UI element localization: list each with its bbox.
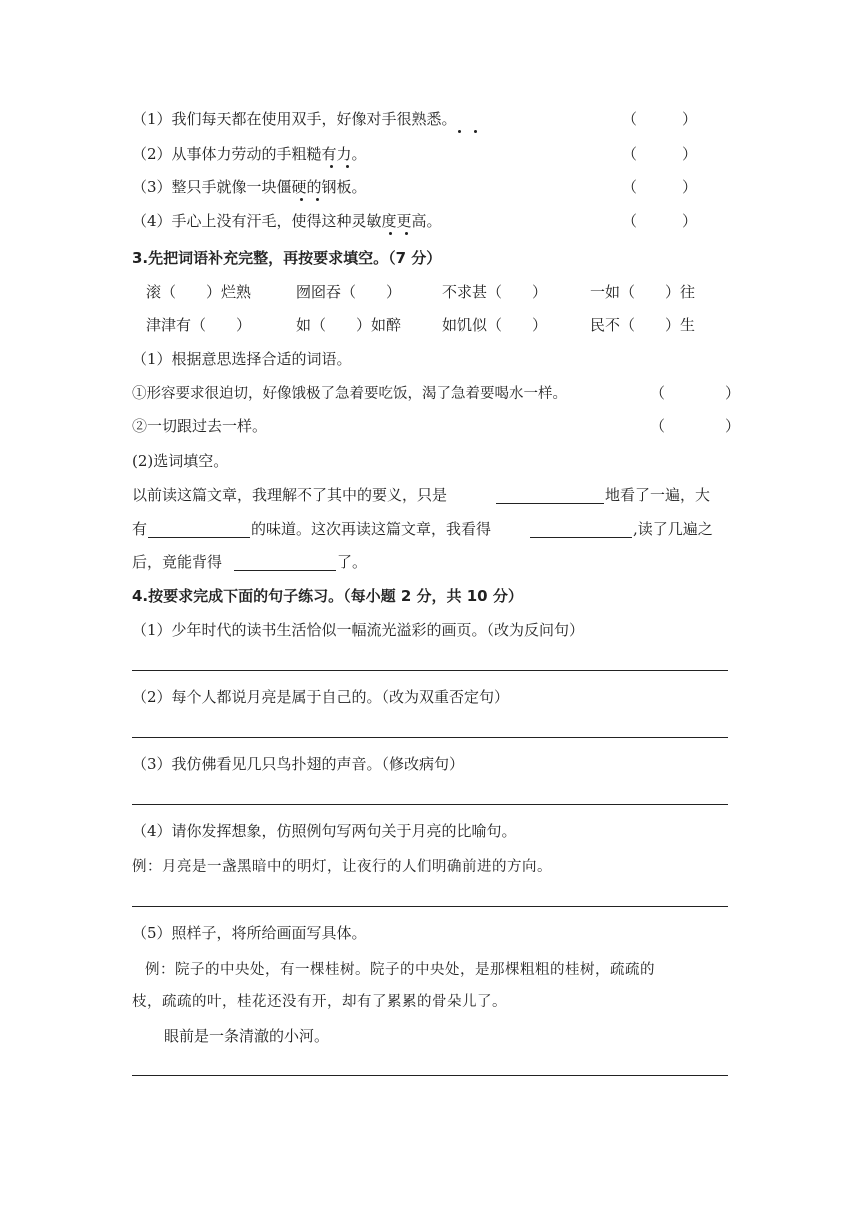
q4-sentence-1: （1）少年时代的读书生活恰似一幅流光溢彩的画页。（改为反问句） [132, 621, 585, 639]
q3-word-3[interactable]: 不求甚（ ） [442, 283, 548, 301]
q4-example-4: 例：月亮是一盏黑暗中的明灯，让夜行的人们明确前进的方向。 [132, 859, 552, 875]
fill-line-2c: ,读了几遍之 [633, 520, 713, 538]
answer-line-4[interactable] [132, 906, 728, 907]
q2-item-2: （2）从事体力劳动的手粗糙有力。 [132, 145, 367, 163]
q3-option-2-paren[interactable]: （ ） [650, 417, 741, 435]
emphasis-dot [346, 165, 349, 168]
q2-answer-paren-4[interactable]: （ ） [622, 212, 698, 230]
emphasis-dot [474, 130, 477, 133]
emphasis-dot [389, 232, 392, 235]
q3-option-1-paren[interactable]: （ ） [650, 384, 741, 402]
blank-1[interactable] [496, 503, 604, 504]
answer-line-2[interactable] [132, 737, 728, 738]
emphasis-dot [300, 198, 303, 201]
q3-sub1: （1）根据意思选择合适的词语。 [132, 350, 352, 368]
q4-sentence-5: （5）照样子，将所给画面写具体。 [132, 924, 367, 942]
fill-line-2b: 的味道。这次再读这篇文章，我看得 [251, 520, 492, 538]
fill-line-3a: 后，竟能背得 [132, 553, 223, 571]
q2-item-1: （1）我们每天都在使用双手，好像对手很熟悉。 [132, 110, 457, 128]
blank-4[interactable] [234, 570, 336, 571]
q3-title: 3.先把词语补充完整，再按要求填空。（7 分） [132, 249, 442, 267]
answer-line-5[interactable] [132, 1075, 728, 1076]
q3-word-6[interactable]: 如（ ）如醉 [296, 316, 402, 334]
fill-line-1b: 地看了一遍，大 [605, 486, 711, 504]
emphasis-dot [405, 232, 408, 235]
fill-line-3b: 了。 [337, 553, 368, 571]
fill-line-1a: 以前读这篇文章，我理解不了其中的要义，只是 [132, 486, 448, 504]
q3-word-4[interactable]: 一如（ ）往 [590, 283, 696, 301]
q2-answer-paren-2[interactable]: （ ） [622, 145, 698, 163]
answer-line-1[interactable] [132, 670, 728, 671]
blank-2[interactable] [148, 537, 250, 538]
blank-3[interactable] [530, 537, 632, 538]
q4-title: 4.按要求完成下面的句子练习。（每小题 2 分，共 10 分） [132, 587, 523, 605]
emphasis-dot [458, 130, 461, 133]
q3-sub2: (2)选词填空。 [132, 452, 229, 470]
q2-item-4: （4）手心上没有汗毛，使得这种灵敏度更高。 [132, 212, 442, 230]
fill-line-2a: 有 [132, 520, 148, 538]
q4-example-5-line-2: 枝，疏疏的叶，桂花还没有开，却有了累累的骨朵儿了。 [132, 994, 507, 1010]
q3-option-2: ②一切跟过去一样。 [132, 417, 268, 435]
q4-sentence-2: （2）每个人都说月亮是属于自己的。（改为双重否定句） [132, 688, 510, 706]
q2-answer-paren-1[interactable]: （ ） [622, 110, 698, 128]
q3-word-5[interactable]: 津津有（ ） [146, 316, 252, 334]
q2-item-3: （3）整只手就像一块僵硬的钢板。 [132, 178, 367, 196]
q4-prompt-5: 眼前是一条清澈的小河。 [164, 1027, 330, 1045]
emphasis-dot [316, 198, 319, 201]
q3-word-1[interactable]: 滚（ ）烂熟 [146, 283, 252, 301]
q4-sentence-3: （3）我仿佛看见几只鸟扑翅的声音。（修改病句） [132, 755, 465, 773]
q3-word-7[interactable]: 如饥似（ ） [442, 316, 548, 334]
q2-answer-paren-3[interactable]: （ ） [622, 178, 698, 196]
emphasis-dot [330, 165, 333, 168]
q4-sentence-4: （4）请你发挥想象，仿照例句写两句关于月亮的比喻句。 [132, 822, 517, 840]
q3-word-2[interactable]: 囫囵吞（ ） [296, 283, 402, 301]
q4-example-5-line-1: 例：院子的中央处，有一棵桂树。院子的中央处，是那棵粗粗的桂树，疏疏的 [145, 962, 655, 978]
q3-option-1: ①形容要求很迫切，好像饿极了急着要吃饭，渴了急着要喝水一样。 [132, 386, 567, 402]
q3-word-8[interactable]: 民不（ ）生 [590, 316, 696, 334]
answer-line-3[interactable] [132, 804, 728, 805]
